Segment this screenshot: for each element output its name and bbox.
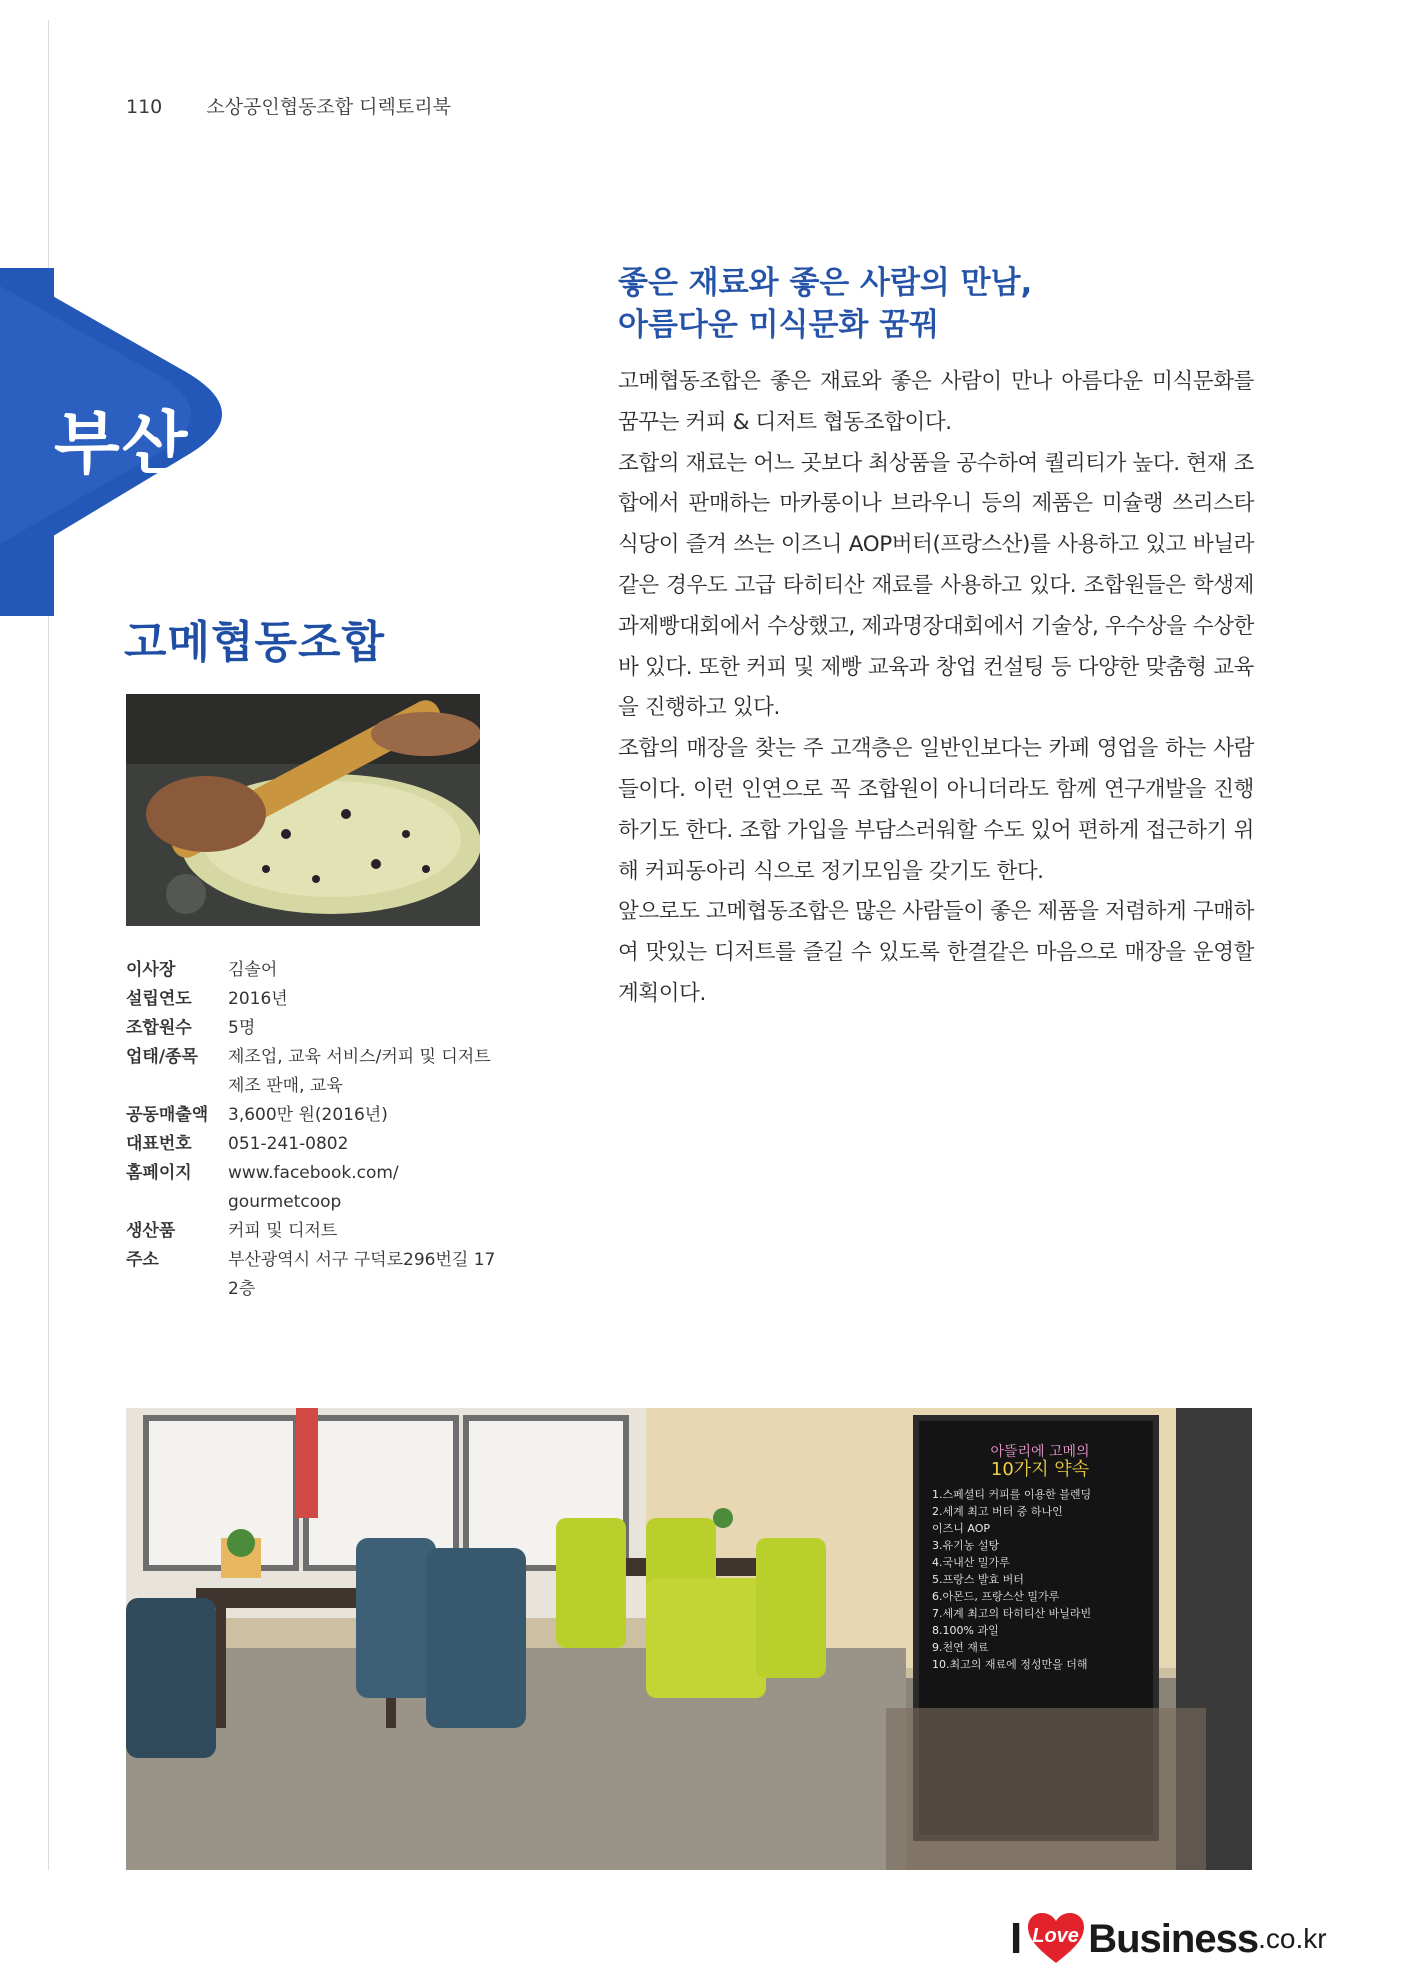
info-label: 공동매출액 [126,1105,209,1125]
logo-domain: .co.kr [1258,1923,1327,1954]
info-value [228,1217,518,1246]
info-value [228,1246,518,1304]
chalkboard-item: 3.유기농 설탕 [932,1539,1000,1552]
info-value-line: gourmetcoop [228,1192,342,1212]
info-value-line: 2층 [228,1279,256,1299]
info-value [228,1043,518,1101]
article-paragraph: 앞으로도 고메협동조합은 많은 사람들이 좋은 제품을 저렴하게 구매하여 맛있는 디저트를 즐길 수 있도록 한결같은 마음으로 매장을 운영할 계획이다. [618,899,1254,1006]
heart-icon [1028,1913,1084,1965]
info-value-line: 부산광역시 서구 구덕로296번길 17 [228,1250,496,1270]
info-value-line: www.facebook.com/ [228,1163,399,1183]
info-label: 홈페이지 [126,1163,192,1183]
chalkboard-item: 이즈니 AOP [932,1522,990,1535]
headline-line-2: 아름다운 미식문화 꿈꿔 [618,307,940,343]
dough-photo [126,694,480,926]
chalkboard-item: 10.최고의 재료에 정성만을 더해 [932,1658,1088,1671]
article-headline [618,262,1032,346]
info-value-line: 051-241-0802 [228,1134,349,1154]
info-value-line: 김솔어 [228,960,278,980]
chalkboard-item: 7.세계 최고의 타히티산 바닐라빈 [932,1607,1092,1620]
info-value-line: 커피 및 디저트 [228,1221,338,1241]
book-title: 소상공인협동조합 디렉토리북 [206,96,451,118]
info-row [126,956,518,985]
info-value-line: 5명 [228,1018,256,1038]
chalkboard-item: 5.프랑스 발효 버터 [932,1573,1024,1586]
article-paragraph: 조합의 재료는 어느 곳보다 최상품을 공수하여 퀄리티가 높다. 현재 조합에서 판매하는 마카롱이나 브라우니 등의 제품은 미슐랭 쓰리스타 식당이 즐겨 쓰는 이즈니 AOP버터(프랑스산)를 사용하고 있고 바닐라 같은 경우도 고급 타히티산 재료를 사용하고 있다. 조합원들은 학생제과제빵대회에서 수상했고, 제과명장대회에서 기술상, 우수상을 수상한 바 있다. 또한 커피 및 제빵 교육과 창업 컨설팅 등 다양한 맞춤형 교육을 진행하고 있다. [618,450,1254,721]
info-label: 조합원수 [126,1018,192,1038]
chalkboard [932,1428,1148,1828]
info-row [126,1246,518,1304]
info-value-line: 제조업, 교육 서비스/커피 및 디저트 [228,1047,491,1067]
info-row [126,1217,518,1246]
running-header [126,92,451,119]
logo-business: Business [1088,1916,1259,1961]
chalkboard-item: 2.세계 최고 버터 중 하나인 [932,1505,1063,1518]
chalkboard-item: 9.천연 재료 [932,1641,989,1654]
chalkboard-item: 8.100% 과일 [932,1624,999,1637]
footer-logo [1010,1912,1327,1966]
article-body [618,362,1254,1015]
chalkboard-title-2: 10가지 약속 [990,1459,1090,1480]
info-label: 주소 [126,1250,159,1270]
chalkboard-items [932,1486,1148,1673]
info-table [126,956,518,1304]
info-label: 업태/종목 [126,1047,198,1067]
info-row [126,1101,518,1130]
info-value-line: 2016년 [228,989,288,1009]
info-value [228,1159,518,1217]
info-value-line: 3,600만 원(2016년) [228,1105,388,1125]
logo-love: Love [1032,1925,1079,1947]
info-row [126,1159,518,1217]
chalkboard-item: 6.아몬드, 프랑스산 밀가루 [932,1590,1060,1603]
chalkboard-title-1: 아뜰리에 고메의 [990,1444,1090,1460]
chalkboard-item: 1.스페셜티 커피를 이용한 블렌딩 [932,1488,1092,1501]
info-value [228,985,518,1014]
region-name: 부산 [54,405,190,484]
info-value [228,956,518,985]
info-value-line: 제조 판매, 교육 [228,1076,343,1096]
info-row [126,985,518,1014]
info-row [126,1130,518,1159]
logo-i: I [1010,1914,1023,1963]
info-value [228,1130,518,1159]
info-label: 설립연도 [126,989,192,1009]
chalkboard-item: 4.국내산 밀가루 [932,1556,1010,1569]
cooperative-name: 고메협동조합 [124,617,386,668]
page-number: 110 [126,96,163,118]
headline-line-1: 좋은 재료와 좋은 사람의 만남, [618,265,1033,301]
info-label: 대표번호 [126,1134,192,1154]
article-paragraph: 조합의 매장을 찾는 주 고객층은 일반인보다는 카페 영업을 하는 사람들이다. 이런 인연으로 꼭 조합원이 아니더라도 함께 연구개발을 진행하기도 한다. 조합 가입을 부담스러워할 수도 있어 편하게 접근하기 위해 커피동아리 식으로 정기모임을 갖기도 한다. [618,736,1254,884]
cafe-photo [126,1408,1252,1870]
info-label: 생산품 [126,1221,176,1241]
info-row [126,1014,518,1043]
info-label: 이사장 [126,960,176,980]
article-paragraph: 고메협동조합은 좋은 재료와 좋은 사람이 만나 아름다운 미식문화를 꿈꾸는 커피 & 디저트 협동조합이다. [618,369,1254,435]
info-row [126,1043,518,1101]
info-value [228,1014,518,1043]
info-value [228,1101,518,1130]
